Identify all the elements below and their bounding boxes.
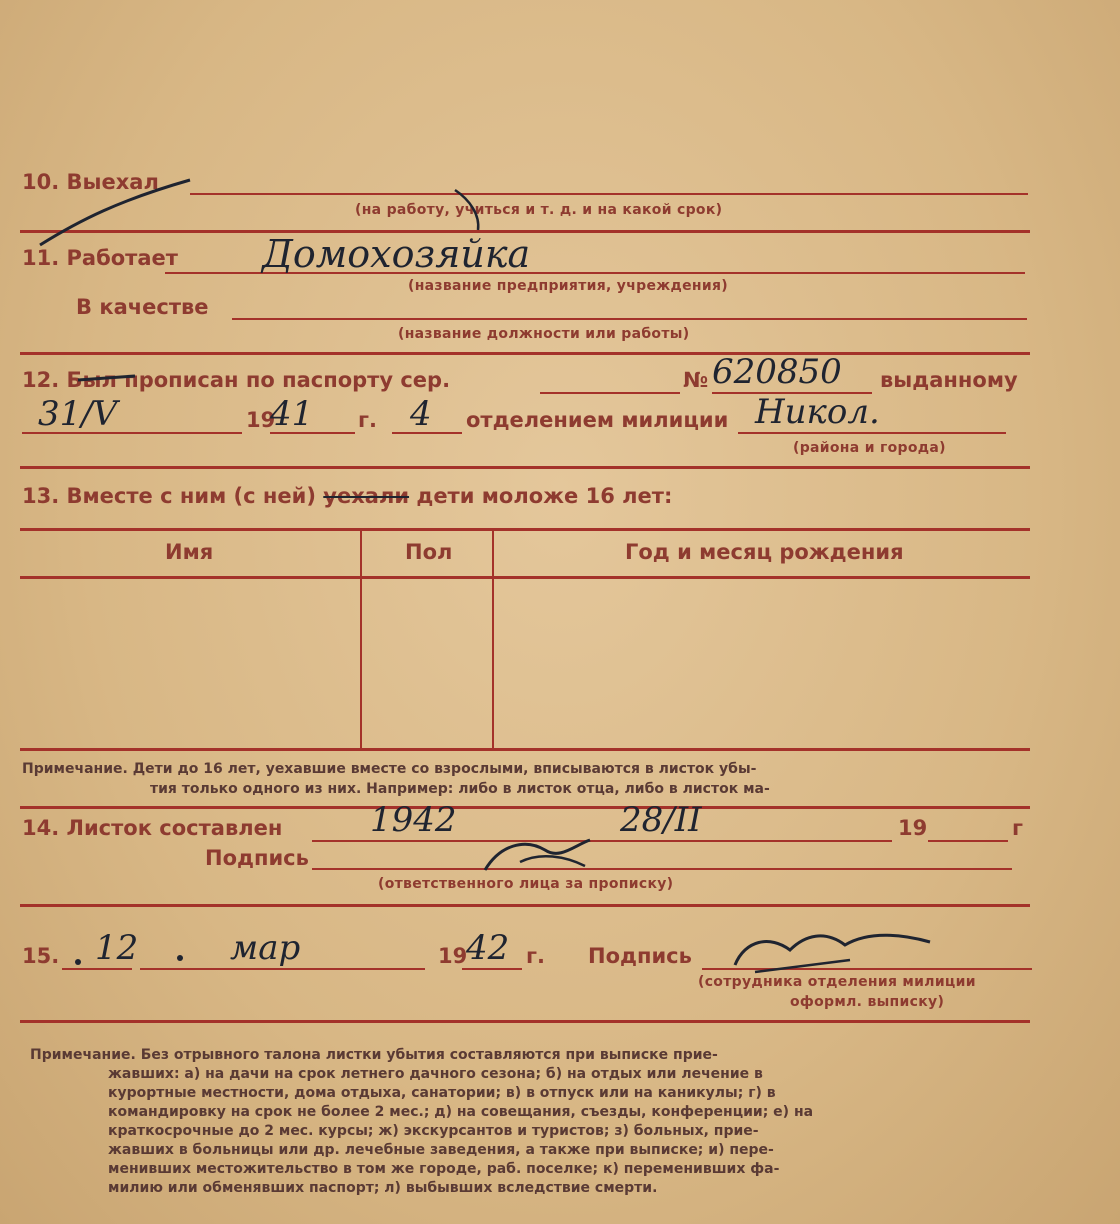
year-prefix: 19 xyxy=(246,408,276,432)
office-number-value: 4 xyxy=(410,394,432,434)
signature-stroke xyxy=(735,935,930,965)
signature-stroke xyxy=(485,840,590,870)
column-sex: Пол xyxy=(405,540,453,564)
field-10-caption: (на работу, учиться и т. д. и на какой срок) xyxy=(355,202,723,218)
office-label: отделением милиции xyxy=(466,408,729,432)
field-14-g: г xyxy=(1012,816,1023,840)
passport-number-value: 620850 xyxy=(712,352,842,392)
note-2-line: менивших местожительство в том же городе, раб. поселке; к) переменивших фа- xyxy=(108,1161,780,1177)
position-label: В качестве xyxy=(76,295,209,319)
issue-year-value: 41 xyxy=(270,394,314,434)
field-14-year-value: 1942 xyxy=(370,800,457,840)
field-15-g: г. xyxy=(526,944,545,968)
field-11-handwritten-value: Домохозяйка xyxy=(262,232,531,276)
field-11-label: 11. Работает xyxy=(22,246,178,270)
field-15-year-prefix: 19 xyxy=(438,944,468,968)
note-2-line: Примечание. Без отрывного талона листки убытия составляются при выписке прие- xyxy=(30,1047,718,1063)
strike-stroke xyxy=(78,376,135,380)
issue-date-value: 31/V xyxy=(38,394,118,434)
field-14-date-value: 28/II xyxy=(620,800,702,840)
signature-stroke xyxy=(520,856,585,866)
field-15-signature-label: Подпись xyxy=(588,944,692,968)
note-2-line: командировку на срок не более 2 мес.; д) на совещания, съезды, конференции; е) на xyxy=(108,1104,814,1120)
field-15-label: 15. xyxy=(22,944,60,968)
field-13-struck-word: уехали xyxy=(323,484,410,508)
column-name: Имя xyxy=(165,540,214,564)
signature-stroke xyxy=(755,960,850,972)
dot-mark xyxy=(75,959,81,965)
field-12-label: 12. Был прописан по паспорту сер. xyxy=(22,368,451,392)
passport-number-sign: № xyxy=(683,368,709,392)
g-label: г. xyxy=(358,408,377,432)
field-10-label: 10. Выехал xyxy=(22,170,159,194)
note-2-line: жавших в больницы или др. лечебные заведения, а также при выписке; и) пере- xyxy=(108,1142,774,1158)
field-14-year-prefix: 19 xyxy=(898,816,928,840)
note-2-line: краткосрочные до 2 мес. курсы; ж) экскурсантов и туристов; з) больных, прие- xyxy=(108,1123,759,1139)
field-13-label-start: 13. Вместе с ним (с ней) xyxy=(22,484,316,508)
field-14-signature-label: Подпись xyxy=(205,846,309,870)
field-15-year-value: 42 xyxy=(466,928,510,968)
strike-stroke xyxy=(40,180,190,245)
note-2-line: курортные местности, дома отдыха, санатории; в) в отпуск или на каникулы; г) в xyxy=(108,1085,776,1101)
issued-label: выданному xyxy=(880,368,1018,392)
office-value: Никол. xyxy=(755,392,880,432)
column-birth: Год и месяц рождения xyxy=(625,540,904,564)
field-14-label: 14. Листок составлен xyxy=(22,816,283,840)
position-caption: (название должности или работы) xyxy=(398,326,690,342)
note-2-line: жавших: а) на дачи на срок летнего дачного сезона; б) на отдых или лечение в xyxy=(108,1066,763,1082)
field-15-signature-caption-2: оформл. выписку) xyxy=(790,994,945,1010)
field-15-signature-caption-1: (сотрудника отделения милиции xyxy=(698,974,976,990)
field-15-day-value: 12 xyxy=(95,928,139,968)
note-2-line: милию или обменявших паспорт; л) выбывших вследствие смерти. xyxy=(108,1180,658,1196)
note-1-line-1: Примечание. Дети до 16 лет, уехавшие вместе со взрослыми, вписываются в листок убы- xyxy=(22,761,757,777)
field-13-label-end: дети моложе 16 лет: xyxy=(416,484,673,508)
field-15-month-value: мар xyxy=(230,928,301,968)
note-1-line-2: тия только одного из них. Например: либо в листок отца, либо в листок ма- xyxy=(150,781,770,797)
office-caption: (района и города) xyxy=(793,440,946,456)
field-14-signature-caption: (ответственного лица за прописку) xyxy=(378,876,674,892)
strike-stroke xyxy=(455,190,478,230)
field-11-caption: (название предприятия, учреждения) xyxy=(408,278,728,294)
dot-mark xyxy=(177,955,183,961)
